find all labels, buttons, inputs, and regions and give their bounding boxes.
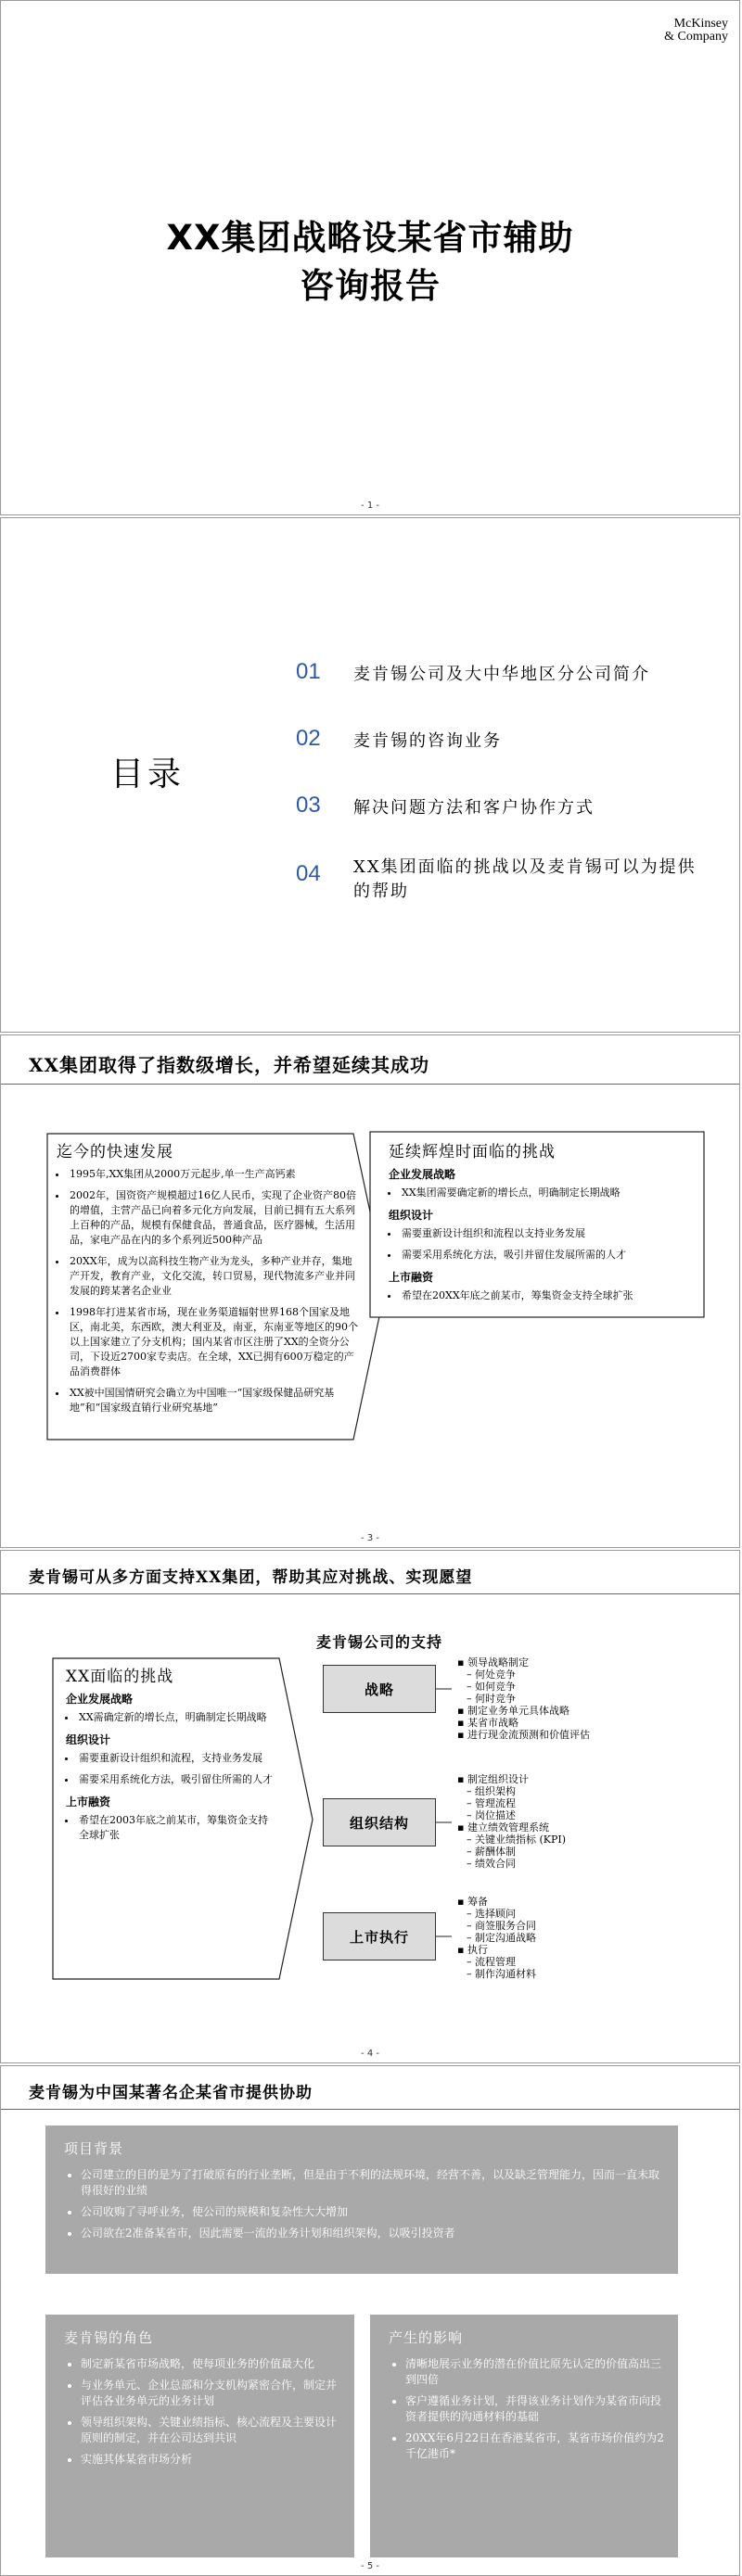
support-heading: 麦肯锡公司的支持 [316, 1633, 443, 1651]
section-title: 组织设计 [66, 1733, 111, 1746]
cover-title-line-1: XX集团战略设某省市辅助 [166, 218, 574, 258]
list-item: ▪ 制定业务单元具体战略 [457, 1705, 569, 1717]
listing-list [457, 1896, 536, 1980]
list-item: • 1998年打进某省市场，现在业务渠道辐射世界168个国家及地区，南北美，东西欧，澳大利亚及，南亚，东南亚等地区的90个以上国家建立了分支机构；国内某省市区注册了XX的全资分公司，下设近2700家专卖店。在全球，XX已拥有600万稳定的产品消费群体 [68, 1305, 359, 1379]
toc-text: 麦肯锡的咨询业务 [353, 731, 502, 751]
right-heading: 延续辉煌时面临的挑战 [389, 1143, 556, 1161]
page-number: - 5 - [361, 2561, 379, 2571]
service-strategy: 战略 [323, 1665, 436, 1713]
list-item: • XX集团需要确定新的增长点，明确制定长期战略 [400, 1186, 695, 1200]
list-item: – 选择顾问 [467, 1908, 516, 1920]
list-item: • 20XX年，成为以高科技生物产业为龙头，多种产业并存，集地产开发，教育产业，文化交流，转口贸易，现代物流多产业并同发展的跨某著名企业业 [68, 1254, 359, 1299]
list-item: • 领导组织架构、关键业绩指标、核心流程及主要设计原则的制定，并在公司达到共识 [81, 2415, 341, 2446]
slide-title: XX集团取得了指数级增长，并希望延续其成功 [29, 1054, 430, 1076]
impact-heading: 产生的影响 [389, 2329, 464, 2346]
list-item: ▪ 建立绩效管理系统 [457, 1821, 549, 1834]
list-item: ▪ 领导战略制定 [457, 1656, 529, 1669]
section-title: 上市融资 [66, 1796, 111, 1808]
organization-list [457, 1773, 566, 1870]
list-item: ▪ 筹备 [457, 1896, 488, 1908]
section-title: 组织设计 [389, 1209, 434, 1222]
challenge-heading: XX面临的挑战 [66, 1668, 174, 1686]
slide-support [0, 1550, 740, 2063]
brand-line-2: & Company [664, 30, 728, 44]
toc-text: 解决问题方法和客户协作方式 [353, 798, 595, 818]
list-item: – 岗位描述 [467, 1809, 516, 1821]
list-item: • 制定新某省市场战略，使每项业务的价值最大化 [81, 2356, 341, 2372]
role-heading: 麦肯锡的角色 [64, 2329, 154, 2346]
section-title: 上市融资 [389, 1271, 434, 1284]
list-item: – 管理流程 [467, 1797, 516, 1809]
list-item: – 如何竞争 [467, 1681, 516, 1693]
section-title: 企业发展战略 [389, 1168, 456, 1181]
list-item: – 流程管理 [467, 1956, 516, 1968]
list-item: – 薪酬体制 [467, 1846, 516, 1858]
cover-title-line-2: 咨询报告 [300, 266, 441, 306]
cover-title [1, 214, 739, 311]
toc-number: 04 [296, 861, 321, 886]
left-panel [57, 1145, 359, 1422]
list-item: – 关键业绩指标 (KPI) [467, 1834, 567, 1846]
impact-panel [370, 2315, 678, 2557]
role-panel [45, 2315, 354, 2557]
list-item: • 公司建立的目的是为了打破原有的行业垄断，但是由于不利的法规环境，经营不善，以及缺乏管理能力，因而一直未取得很好的业绩 [81, 2167, 665, 2199]
toc-number: 03 [296, 793, 321, 818]
list-item: ▪ 执行 [457, 1944, 488, 1956]
section-title: 企业发展战略 [66, 1693, 134, 1706]
list-item: • XX被中国国情研究会确立为中国唯一“国家级保健品研究基地”和“国家级直销行业研究基地” [68, 1386, 359, 1415]
toc-item[interactable] [296, 659, 704, 687]
page-number: - 3 - [361, 1533, 379, 1543]
list-item: • 需要采用系统化方法，吸引留住所需的人才 [77, 1772, 275, 1787]
list-item: • XX需确定新的增长点，明确制定长期战略 [77, 1710, 275, 1725]
left-heading: 迄今的快速发展 [57, 1143, 173, 1161]
list-item: – 商签服务合同 [467, 1920, 536, 1932]
toc-text: XX集团面临的挑战以及麦肯锡可以为提供的帮助 [353, 857, 697, 901]
page-number: - 4 - [361, 2049, 379, 2059]
background-panel [45, 2126, 678, 2274]
list-item: – 制作沟通材料 [467, 1968, 536, 1980]
list-item: • 需要采用系统化方法，吸引并留住发展所需的人才 [400, 1248, 695, 1263]
strategy-list [457, 1656, 590, 1741]
right-panel [389, 1145, 695, 1310]
slide-cover [0, 0, 740, 515]
list-item: • 希望在2003年底之前某市，筹集资金支持全球扩张 [77, 1813, 275, 1843]
toc-number: 02 [296, 726, 321, 751]
title-divider [1, 2109, 739, 2110]
slide-case [0, 2065, 740, 2576]
list-item: ▪ 制定组织设计 [457, 1773, 529, 1785]
brand-line-1: McKinsey [673, 17, 728, 31]
page-number: - 1 - [361, 501, 379, 511]
toc-item[interactable] [296, 793, 704, 820]
slide-toc [0, 517, 740, 1033]
list-item: • 公司欲在2准备某省市，因此需要一流的业务计划和组织架构，以吸引投资者 [81, 2226, 665, 2241]
challenge-panel [66, 1669, 275, 1849]
toc-item[interactable] [296, 852, 704, 904]
list-item: • 实施其体某省市场分析 [81, 2452, 341, 2468]
list-item: • 1995年,XX集团从2000万元起步,单一生产高钙素 [68, 1167, 359, 1182]
toc-number: 01 [296, 659, 321, 684]
background-heading: 项目背景 [64, 2140, 124, 2157]
slide-title: 麦肯锡为中国某著名企某省市提供协助 [29, 2084, 313, 2102]
list-item: – 何时竞争 [467, 1693, 516, 1705]
list-item: – 组织架构 [467, 1785, 516, 1797]
slide-growth [0, 1034, 740, 1548]
list-item: • 公司收购了寻呼业务，使公司的规模和复杂性大大增加 [81, 2204, 665, 2220]
list-item: – 何处竞争 [467, 1669, 516, 1681]
list-item: • 与业务单元、企业总部和分支机构紧密合作，制定并评估各业务单元的业务计划 [81, 2378, 341, 2409]
list-item: • 需要重新设计组织和流程以支持业务发展 [400, 1226, 695, 1241]
toc-label: 目录 [110, 755, 186, 793]
list-item: – 制定沟通战略 [467, 1932, 536, 1944]
list-item: • 20XX年6月22日在香港某省市，某省市场价值约为2千亿港币* [405, 2430, 665, 2462]
list-item: • 需要重新设计组织和流程，支持业务发展 [77, 1751, 275, 1766]
list-item: • 客户遵循业务计划，并得该业务计划作为某省市向投资者提供的沟通材料的基础 [405, 2393, 665, 2425]
toc-text: 麦肯锡公司及大中华地区分公司简介 [353, 665, 650, 684]
toc-item[interactable] [296, 726, 704, 754]
list-item: • 希望在20XX年底之前某市，筹集资金支持全球扩张 [400, 1288, 695, 1303]
list-item: • 清晰地展示业务的潜在价值比原先认定的价值高出三到四倍 [405, 2356, 665, 2388]
brand-logo [664, 18, 728, 44]
slide-title: 麦肯锡可从多方面支持XX集团，帮助其应对挑战、实现愿望 [29, 1568, 473, 1587]
service-listing: 上市执行 [323, 1912, 436, 1961]
service-organization: 组织结构 [323, 1798, 436, 1846]
list-item: • 2002年，国资资产规模超过16亿人民币，实现了企业资产80倍的增值，主营产品已向着多元化方向发展，目前已拥有五大系列上百种的产品，规模有保健食品，普通食品，医疗器械，生活用品，家电产品在内的多个系列近500种产品 [68, 1188, 359, 1248]
list-item: ▪ 某省市战略 [457, 1717, 518, 1729]
list-item: – 绩效合同 [467, 1858, 516, 1870]
list-item: ▪ 进行现金流预测和价值评估 [457, 1729, 590, 1741]
